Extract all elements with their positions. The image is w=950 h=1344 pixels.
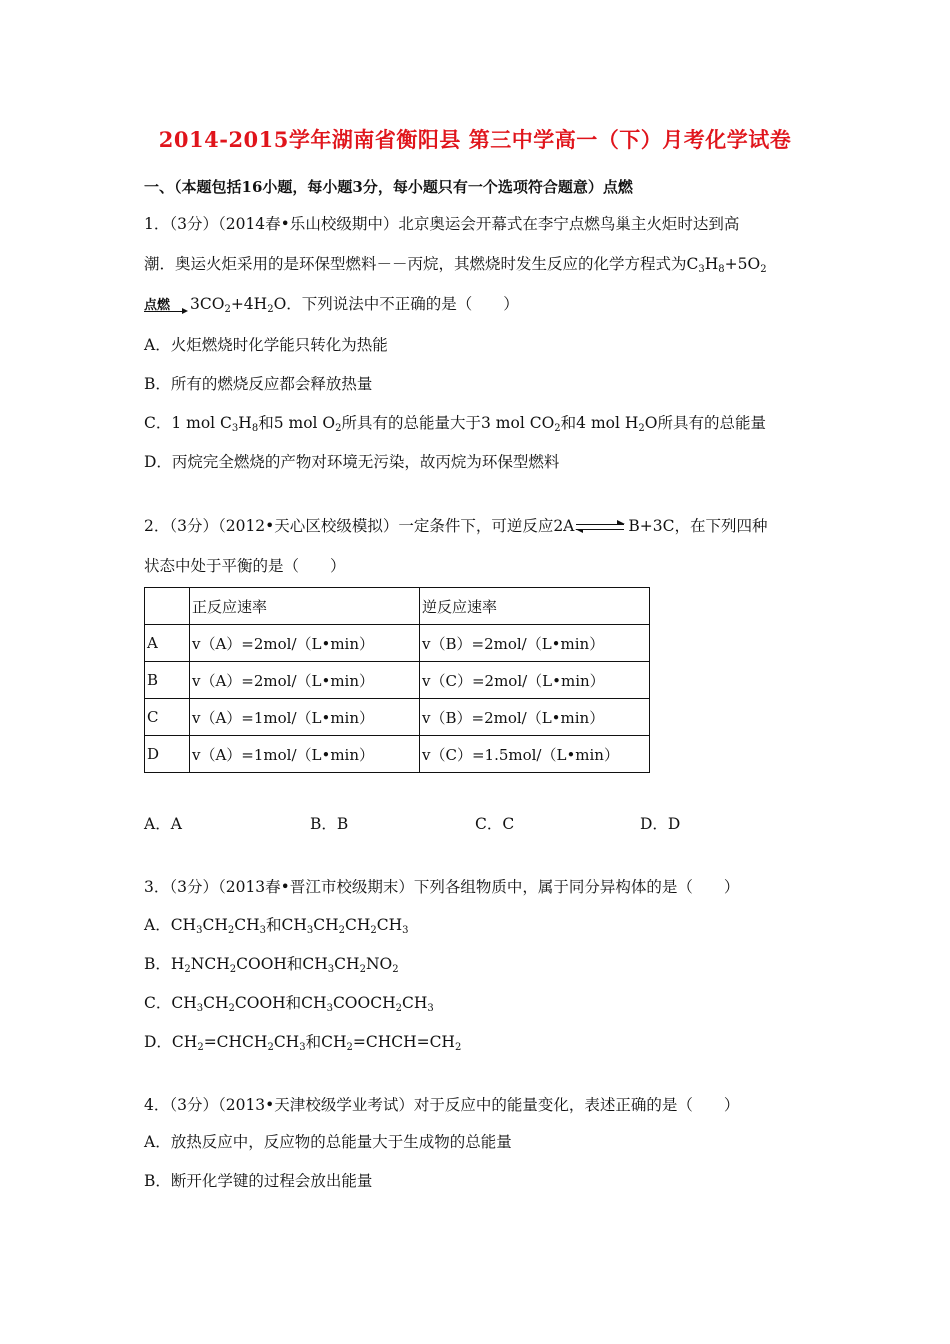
reversible-arrow-icon	[576, 521, 626, 533]
q1-stem-line2: 潮．奥运火炬采用的是环保型燃料－－丙烷，其燃烧时发生反应的化学方程式为$C_3H_8+5O_2$	[144, 255, 767, 275]
table-cell: v（C）=1.5mol/（L•min）	[420, 736, 650, 773]
q2-option-b: B．B	[310, 815, 349, 833]
table-cell: v（B）=2mol/（L•min）	[420, 625, 650, 662]
table-cell: v（B）=2mol/（L•min）	[420, 699, 650, 736]
table-header-row	[145, 588, 650, 625]
table-row	[145, 662, 650, 699]
table-cell: C	[145, 699, 190, 736]
ignition-condition-arrow: 点燃	[144, 294, 190, 313]
q2-stem-line1: 2．（3分）（2012•天心区校级模拟）一定条件下，可逆反应2A B+3C，在下列四种	[144, 517, 768, 535]
table-cell: v（A）=1mol/（L•min）	[190, 699, 420, 736]
page-title: 2014-2015学年湖南省衡阳县 第三中学高一（下）月考化学试卷	[158, 127, 792, 152]
table-header-cell: 逆反应速率	[420, 588, 650, 625]
q3-option-a: A．$CH_3CH_2CH_3$和$CH_3CH_2CH_2CH_3$	[144, 916, 409, 936]
q1-option-d: D．丙烷完全燃烧的产物对环境无污染，故丙烷为环保型燃料	[144, 453, 560, 471]
q2-stem-line2: 状态中处于平衡的是（ ）	[144, 557, 346, 575]
table-cell: v（A）=1mol/（L•min）	[190, 736, 420, 773]
rate-table	[144, 587, 650, 773]
section-heading: 一、（本题包括16小题，每小题3分，每小题只有一个选项符合题意）点燃	[144, 178, 633, 196]
q1-stem-line1: 1．（3分）（2014春•乐山校级期中）北京奥运会开幕式在李宁点燃鸟巢主火炬时达到高	[144, 215, 740, 233]
q1-option-c: C．1 mol $C_3H_8$和5 mol $O_2$所具有的总能量大于3 mol $CO_2$和4 mol $H_2O$所具有的总能量	[144, 414, 766, 434]
table-row	[145, 625, 650, 662]
q4-stem: 4．（3分）（2013•天津校级学业考试）对于反应中的能量变化，表述正确的是（ ）	[144, 1096, 740, 1114]
q1-stem-line3: 点燃 $3CO_2+4H_2O$．下列说法中不正确的是（ ）	[144, 295, 519, 315]
q3-option-c: C．$CH_3CH_2COOH$和$CH_3COOCH_2CH_3$	[144, 994, 434, 1014]
q4-option-b: B．断开化学键的过程会放出能量	[144, 1172, 373, 1190]
table-cell: A	[145, 625, 190, 662]
table-row	[145, 736, 650, 773]
q2-option-c: C．C	[475, 815, 515, 833]
q2-option-d: D．D	[640, 815, 681, 833]
table-cell: B	[145, 662, 190, 699]
table-header-cell	[145, 588, 190, 625]
table-cell: v（A）=2mol/（L•min）	[190, 625, 420, 662]
table-header-cell: 正反应速率	[190, 588, 420, 625]
q3-option-d: D．$CH_2=CHCH_2CH_3$和$CH_2=CHCH=CH_2$	[144, 1033, 462, 1053]
q1-option-a: A．火炬燃烧时化学能只转化为热能	[144, 336, 388, 354]
q3-stem: 3．（3分）（2013春•晋江市校级期末）下列各组物质中，属于同分异构体的是（ ）	[144, 878, 740, 896]
table-row	[145, 699, 650, 736]
q3-option-b: B．$H_2NCH_2COOH$和$CH_3CH_2NO_2$	[144, 955, 399, 975]
table-cell: v（A）=2mol/（L•min）	[190, 662, 420, 699]
table-cell: D	[145, 736, 190, 773]
q1-option-b: B．所有的燃烧反应都会释放热量	[144, 375, 373, 393]
q4-option-a: A．放热反应中，反应物的总能量大于生成物的总能量	[144, 1133, 512, 1151]
q2-option-a: A．A	[144, 815, 182, 833]
table-cell: v（C）=2mol/（L•min）	[420, 662, 650, 699]
